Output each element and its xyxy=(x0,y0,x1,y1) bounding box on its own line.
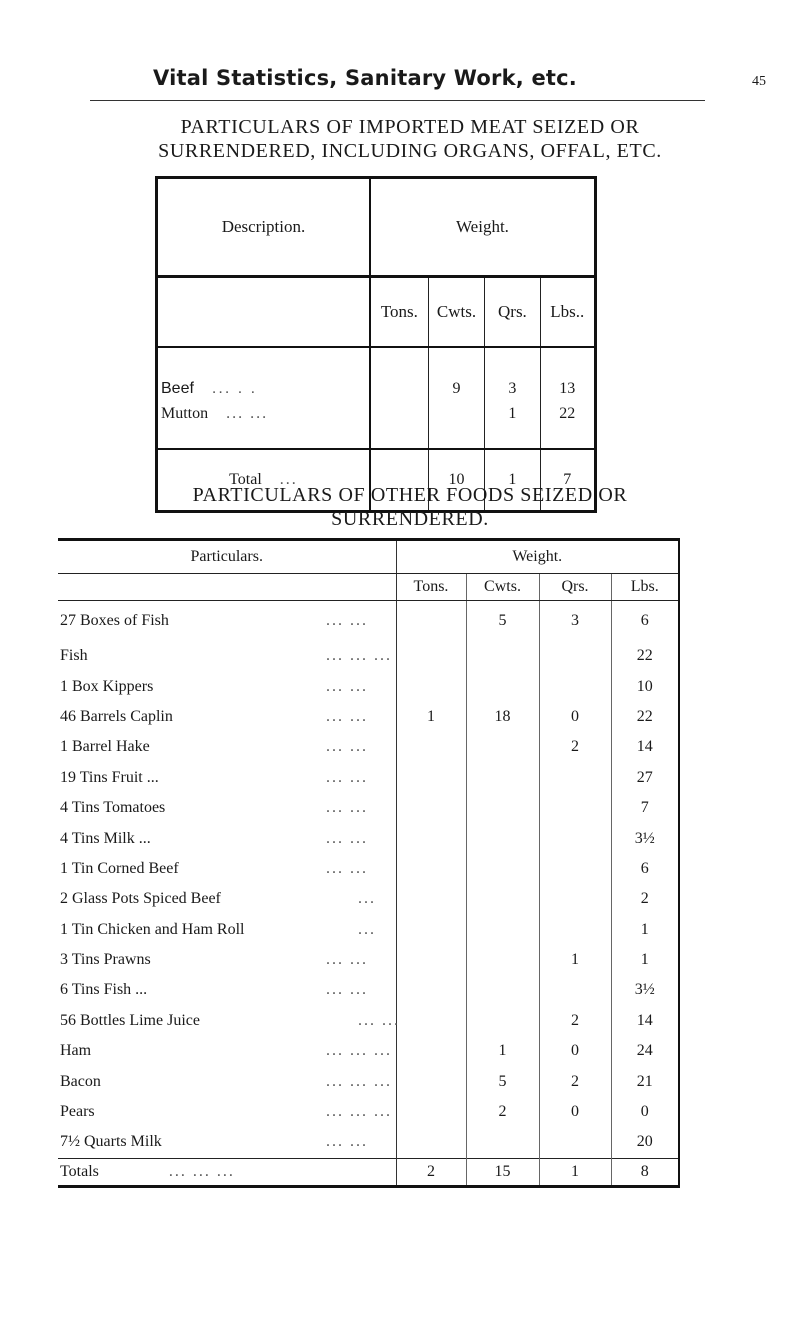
foods-row-item: 56 Bottles Lime Juice ... ... xyxy=(58,1006,396,1036)
table-row xyxy=(58,641,679,671)
table-row xyxy=(58,1066,679,1096)
foods-row-tons xyxy=(396,915,466,945)
foods-row-lbs: 3½ xyxy=(611,823,679,853)
foods-row-item: Pears ... ... ... xyxy=(58,1097,396,1127)
foods-title-line-1: PARTICULARS OF OTHER FOODS SEIZED OR xyxy=(192,484,628,506)
foods-table xyxy=(58,538,680,1188)
foods-row-cwts xyxy=(466,671,539,701)
foods-row-tons: 1 xyxy=(396,702,466,732)
foods-row-cwts xyxy=(466,763,539,793)
meat-header-description: Description. xyxy=(157,178,370,277)
foods-row-item: 1 Box Kippers ... ... xyxy=(58,671,396,701)
foods-row-cwts: 18 xyxy=(466,702,539,732)
foods-row-item: 3 Tins Prawns ... ... xyxy=(58,945,396,975)
meat-row-lbs: 22 xyxy=(559,404,576,422)
foods-row-lbs: 3½ xyxy=(611,975,679,1005)
table-row xyxy=(58,671,679,701)
foods-row-lbs: 0 xyxy=(611,1097,679,1127)
foods-row-tons xyxy=(396,763,466,793)
foods-row-tons xyxy=(396,671,466,701)
meat-row-tons xyxy=(370,401,428,426)
foods-row-qrs xyxy=(539,854,611,884)
foods-row-qrs xyxy=(539,1127,611,1158)
foods-section-title xyxy=(30,483,790,531)
foods-row-tons xyxy=(396,823,466,853)
meat-title-line-1: PARTICULARS OF IMPORTED MEAT SEIZED OR xyxy=(180,116,640,138)
meat-header-tons: Tons. xyxy=(370,277,428,348)
meat-header-qrs: Qrs. xyxy=(485,277,540,348)
foods-row-qrs xyxy=(539,915,611,945)
foods-row-qrs xyxy=(539,823,611,853)
foods-header-cwts: Cwts. xyxy=(466,574,539,601)
foods-row-cwts xyxy=(466,641,539,671)
foods-row-tons xyxy=(396,641,466,671)
foods-row-qrs xyxy=(539,884,611,914)
foods-row-lbs: 22 xyxy=(611,702,679,732)
table-row xyxy=(58,915,679,945)
meat-row-cwts: 9 xyxy=(428,376,484,401)
foods-totals-cwts: 15 xyxy=(466,1158,539,1186)
foods-row-tons xyxy=(396,732,466,762)
foods-row-qrs: 3 xyxy=(539,601,611,642)
foods-row-cwts xyxy=(466,732,539,762)
foods-row-lbs: 27 xyxy=(611,763,679,793)
meat-row xyxy=(157,401,596,426)
foods-row-qrs xyxy=(539,641,611,671)
foods-row-qrs xyxy=(539,763,611,793)
foods-row-cwts: 5 xyxy=(466,1066,539,1096)
table-row xyxy=(58,823,679,853)
foods-totals-tons: 2 xyxy=(396,1158,466,1186)
foods-row-item: 4 Tins Milk ... ... ... xyxy=(58,823,396,853)
foods-row-lbs: 1 xyxy=(611,945,679,975)
foods-row-cwts: 5 xyxy=(466,601,539,642)
foods-header-tons: Tons. xyxy=(396,574,466,601)
foods-header-particulars: Particulars. xyxy=(58,540,396,574)
foods-row-qrs: 0 xyxy=(539,702,611,732)
foods-row-qrs: 2 xyxy=(539,732,611,762)
meat-table xyxy=(155,176,597,513)
foods-row-item: 1 Tin Corned Beef ... ... xyxy=(58,854,396,884)
foods-totals-qrs: 1 xyxy=(539,1158,611,1186)
table-row xyxy=(58,975,679,1005)
table-row xyxy=(58,1127,679,1158)
foods-row-qrs: 1 xyxy=(539,945,611,975)
foods-header-blank xyxy=(58,574,396,601)
foods-header-weight: Weight. xyxy=(396,540,679,574)
meat-header-cwts: Cwts. xyxy=(428,277,484,348)
foods-row-tons xyxy=(396,601,466,642)
foods-row-tons xyxy=(396,854,466,884)
meat-row-description: Beef ... . . xyxy=(157,376,370,401)
foods-row-cwts xyxy=(466,884,539,914)
foods-row-lbs: 20 xyxy=(611,1127,679,1158)
foods-header-lbs: Lbs. xyxy=(611,574,679,601)
running-title: Vital Statistics, Sanitary Work, etc. xyxy=(153,66,577,90)
foods-row-cwts xyxy=(466,1006,539,1036)
foods-row-cwts xyxy=(466,823,539,853)
meat-header-weight: Weight. xyxy=(370,178,596,277)
table-row xyxy=(58,793,679,823)
page-number: 45 xyxy=(752,74,766,89)
meat-row-cwts xyxy=(428,401,484,426)
foods-row-item: 1 Tin Chicken and Ham Roll ... xyxy=(58,915,396,945)
meat-total-cwts: 10 xyxy=(428,449,484,512)
header-rule xyxy=(90,100,705,101)
foods-row-tons xyxy=(396,945,466,975)
foods-row-tons xyxy=(396,1127,466,1158)
foods-row-item: 27 Boxes of Fish ... ... xyxy=(58,601,396,642)
meat-total-label: Total ... xyxy=(157,449,370,512)
foods-totals-label: Totals ... ... ... xyxy=(58,1158,396,1186)
meat-row-qrs: 3 xyxy=(485,376,540,401)
foods-row-qrs: 2 xyxy=(539,1006,611,1036)
foods-row-item: 7½ Quarts Milk ... ... xyxy=(58,1127,396,1158)
foods-row-item: Fish ... ... ... xyxy=(58,641,396,671)
foods-totals-lbs: 8 xyxy=(611,1158,679,1186)
meat-row-tons xyxy=(370,376,428,401)
foods-row-cwts xyxy=(466,915,539,945)
foods-row-lbs: 24 xyxy=(611,1036,679,1066)
foods-row-item: Bacon ... ... ... xyxy=(58,1066,396,1096)
table-row xyxy=(58,854,679,884)
foods-row-item: 46 Barrels Caplin ... ... xyxy=(58,702,396,732)
foods-body xyxy=(58,601,679,1159)
foods-row-qrs xyxy=(539,975,611,1005)
foods-row-tons xyxy=(396,793,466,823)
foods-row-cwts xyxy=(466,1127,539,1158)
running-header xyxy=(0,0,800,100)
foods-row-lbs: 21 xyxy=(611,1066,679,1096)
foods-row-item: Ham ... ... ... xyxy=(58,1036,396,1066)
foods-row-lbs: 1 xyxy=(611,915,679,945)
foods-row-qrs xyxy=(539,793,611,823)
meat-header-blank xyxy=(157,277,370,348)
foods-row-qrs: 2 xyxy=(539,1066,611,1096)
meat-row-lbs: 13 xyxy=(559,379,576,397)
meat-header-lbs: Lbs.. xyxy=(540,277,595,348)
meat-row xyxy=(157,376,596,401)
table-row xyxy=(58,702,679,732)
foods-row-tons xyxy=(396,1036,466,1066)
foods-row-lbs: 7 xyxy=(611,793,679,823)
foods-row-item: 6 Tins Fish ... ... ... xyxy=(58,975,396,1005)
foods-row-lbs: 10 xyxy=(611,671,679,701)
foods-row-qrs: 0 xyxy=(539,1036,611,1066)
foods-row-tons xyxy=(396,1006,466,1036)
foods-row-item: 2 Glass Pots Spiced Beef ... xyxy=(58,884,396,914)
table-row xyxy=(58,1006,679,1036)
foods-row-tons xyxy=(396,1097,466,1127)
foods-row-item: 4 Tins Tomatoes ... ... xyxy=(58,793,396,823)
foods-row-cwts xyxy=(466,945,539,975)
foods-row-item: 1 Barrel Hake ... ... xyxy=(58,732,396,762)
meat-row-description: Mutton ... ... xyxy=(157,401,370,426)
foods-row-qrs: 0 xyxy=(539,1097,611,1127)
foods-row-cwts xyxy=(466,975,539,1005)
foods-row-tons xyxy=(396,884,466,914)
foods-row-lbs: 14 xyxy=(611,732,679,762)
table-row xyxy=(58,732,679,762)
table-row xyxy=(58,1036,679,1066)
foods-row-lbs: 2 xyxy=(611,884,679,914)
foods-row-cwts xyxy=(466,854,539,884)
foods-title-line-2: SURRENDERED. xyxy=(331,508,489,530)
meat-row-qrs: 1 xyxy=(485,401,540,426)
foods-row-qrs xyxy=(539,671,611,701)
meat-total-lbs: 7 xyxy=(563,471,572,488)
foods-totals-row xyxy=(58,1158,679,1186)
foods-row-tons xyxy=(396,1066,466,1096)
foods-row-lbs: 22 xyxy=(611,641,679,671)
table-row xyxy=(58,763,679,793)
foods-header-qrs: Qrs. xyxy=(539,574,611,601)
foods-row-tons xyxy=(396,975,466,1005)
foods-row-lbs: 6 xyxy=(611,601,679,642)
meat-total-qrs: 1 xyxy=(485,449,540,512)
table-row xyxy=(58,945,679,975)
foods-row-item: 19 Tins Fruit ... ... ... xyxy=(58,763,396,793)
table-row xyxy=(58,884,679,914)
foods-row-cwts: 2 xyxy=(466,1097,539,1127)
meat-title-line-2: SURRENDERED, INCLUDING ORGANS, OFFAL, ETC. xyxy=(158,140,662,162)
foods-row-cwts: 1 xyxy=(466,1036,539,1066)
foods-row-lbs: 6 xyxy=(611,854,679,884)
table-row xyxy=(58,601,679,642)
foods-row-cwts xyxy=(466,793,539,823)
table-row xyxy=(58,1097,679,1127)
meat-section-title xyxy=(30,115,790,163)
foods-row-lbs: 14 xyxy=(611,1006,679,1036)
